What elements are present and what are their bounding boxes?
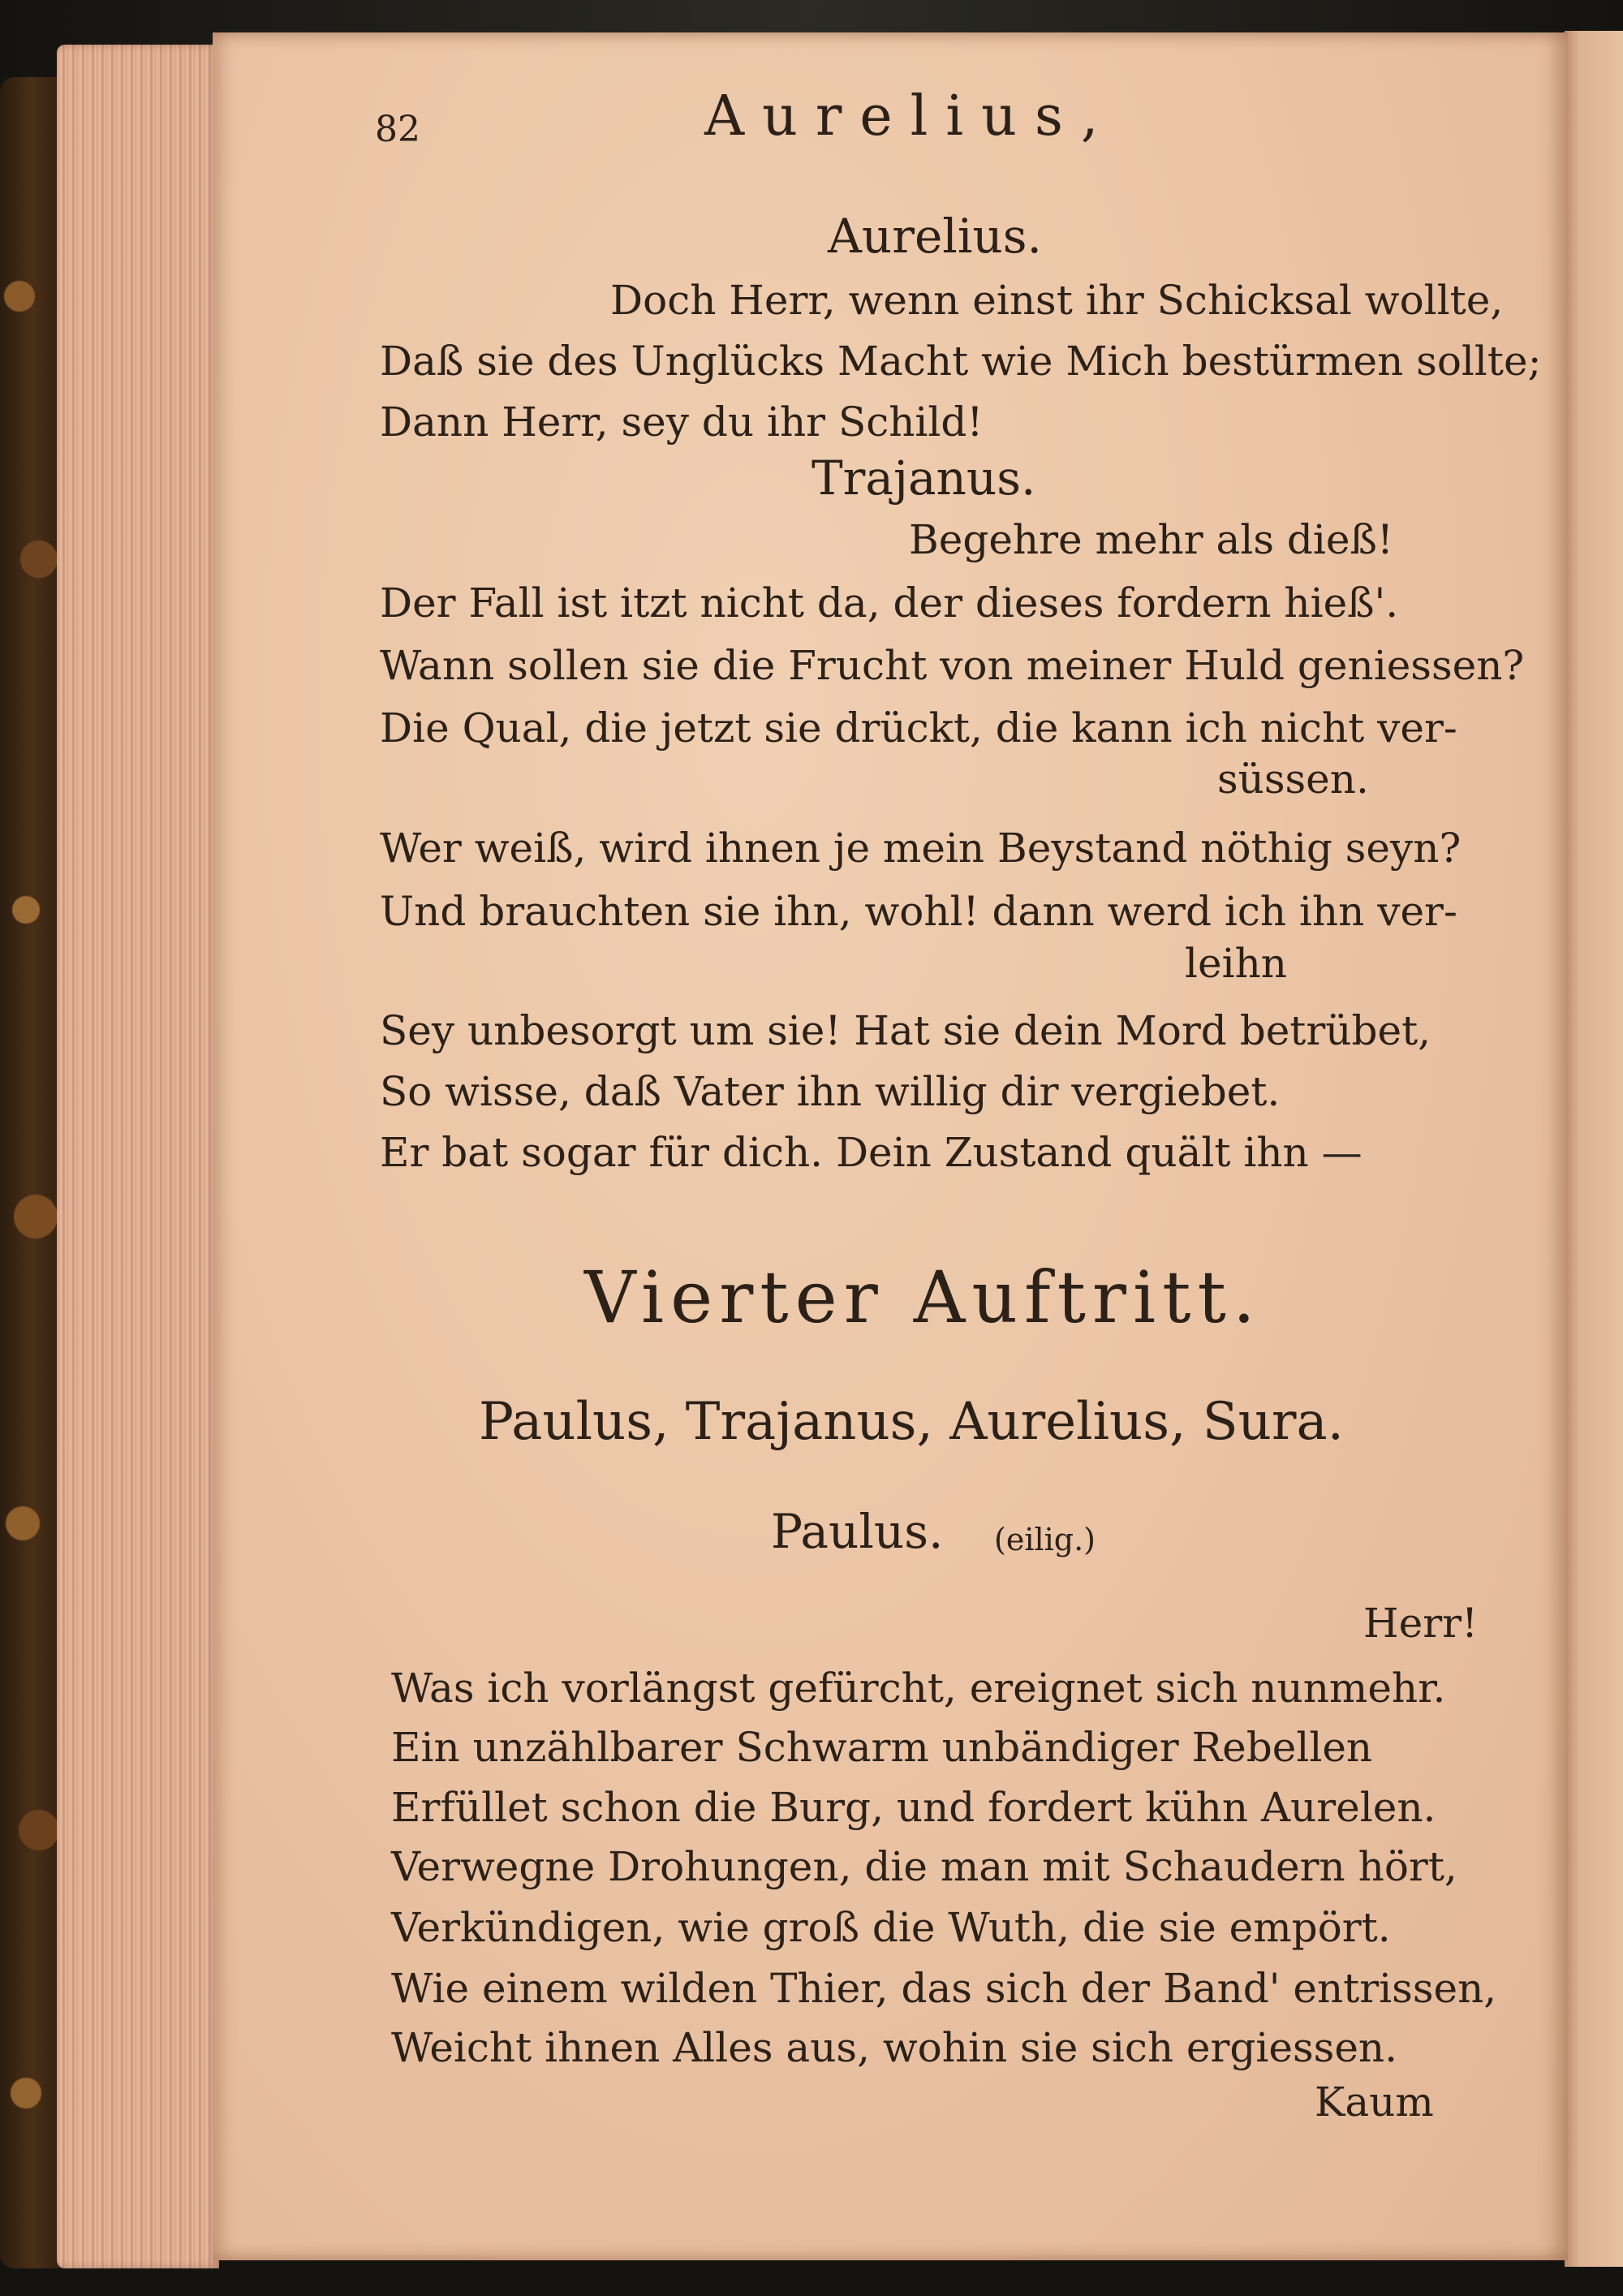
verse-line-continuation: leihn bbox=[1185, 940, 1287, 987]
verse-line: So wisse, daß Vater ihn willig dir vergiebet. bbox=[380, 1068, 1281, 1115]
verse-line: Verkündigen, wie groß die Wuth, die sie empört. bbox=[391, 1904, 1391, 1951]
page-number: 82 bbox=[375, 109, 420, 150]
verse-line: Er bat sogar für dich. Dein Zustand quält ihn — bbox=[380, 1129, 1363, 1176]
verse-line: Dann Herr, sey du ihr Schild! bbox=[380, 398, 984, 446]
verse-line: Erfüllet schon die Burg, und fordert kühn Aurelen. bbox=[391, 1784, 1436, 1831]
verse-line: Die Qual, die jetzt sie drückt, die kann ich nicht ver- bbox=[380, 704, 1457, 752]
verse-line: Sey unbesorgt um sie! Hat sie dein Mord betrübet, bbox=[380, 1007, 1431, 1054]
verse-line: Herr! bbox=[1363, 1600, 1479, 1647]
verse-line: Wann sollen sie die Frucht von meiner Huld geniessen? bbox=[380, 642, 1525, 689]
verse-line: Begehre mehr als dieß! bbox=[909, 516, 1393, 563]
verse-line: Und brauchten sie ihn, wohl! dann werd ich ihn ver- bbox=[380, 888, 1457, 935]
speaker-aurelius: Aurelius. bbox=[828, 209, 1042, 264]
cast-list: Paulus, Trajanus, Aurelius, Sura. bbox=[479, 1392, 1344, 1452]
verse-line: Ein unzählbarer Schwarm unbändiger Rebellen bbox=[391, 1724, 1373, 1771]
verse-line: Doch Herr, wenn einst ihr Schicksal wollte, bbox=[610, 277, 1504, 324]
verse-line: Weicht ihnen Alles aus, wohin sie sich ergiessen. bbox=[391, 2024, 1398, 2071]
verse-line: Was ich vorlängst gefürcht, ereignet sich nunmehr. bbox=[391, 1665, 1446, 1712]
verse-line: Verwegne Drohungen, die man mit Schaudern hört, bbox=[391, 1843, 1457, 1890]
speaker-paulus: Paulus. bbox=[771, 1504, 944, 1559]
stage-direction: (eilig.) bbox=[994, 1522, 1096, 1557]
verse-line: Wer weiß, wird ihnen je mein Beystand nöthig seyn? bbox=[380, 825, 1462, 872]
verse-line: Wie einem wilden Thier, das sich der Band' entrissen, bbox=[391, 1965, 1497, 2012]
verse-line: Daß sie des Unglücks Macht wie Mich bestürmen sollte; bbox=[380, 338, 1542, 385]
catchword: Kaum bbox=[1315, 2078, 1434, 2126]
verse-line-continuation: süssen. bbox=[1217, 756, 1369, 803]
scene-heading: Vierter Auftritt. bbox=[584, 1256, 1262, 1339]
verse-line: Der Fall ist itzt nicht da, der dieses fordern hieß'. bbox=[380, 579, 1399, 627]
running-head: Aurelius, bbox=[704, 84, 1117, 149]
speaker-trajanus: Trajanus. bbox=[812, 450, 1036, 506]
